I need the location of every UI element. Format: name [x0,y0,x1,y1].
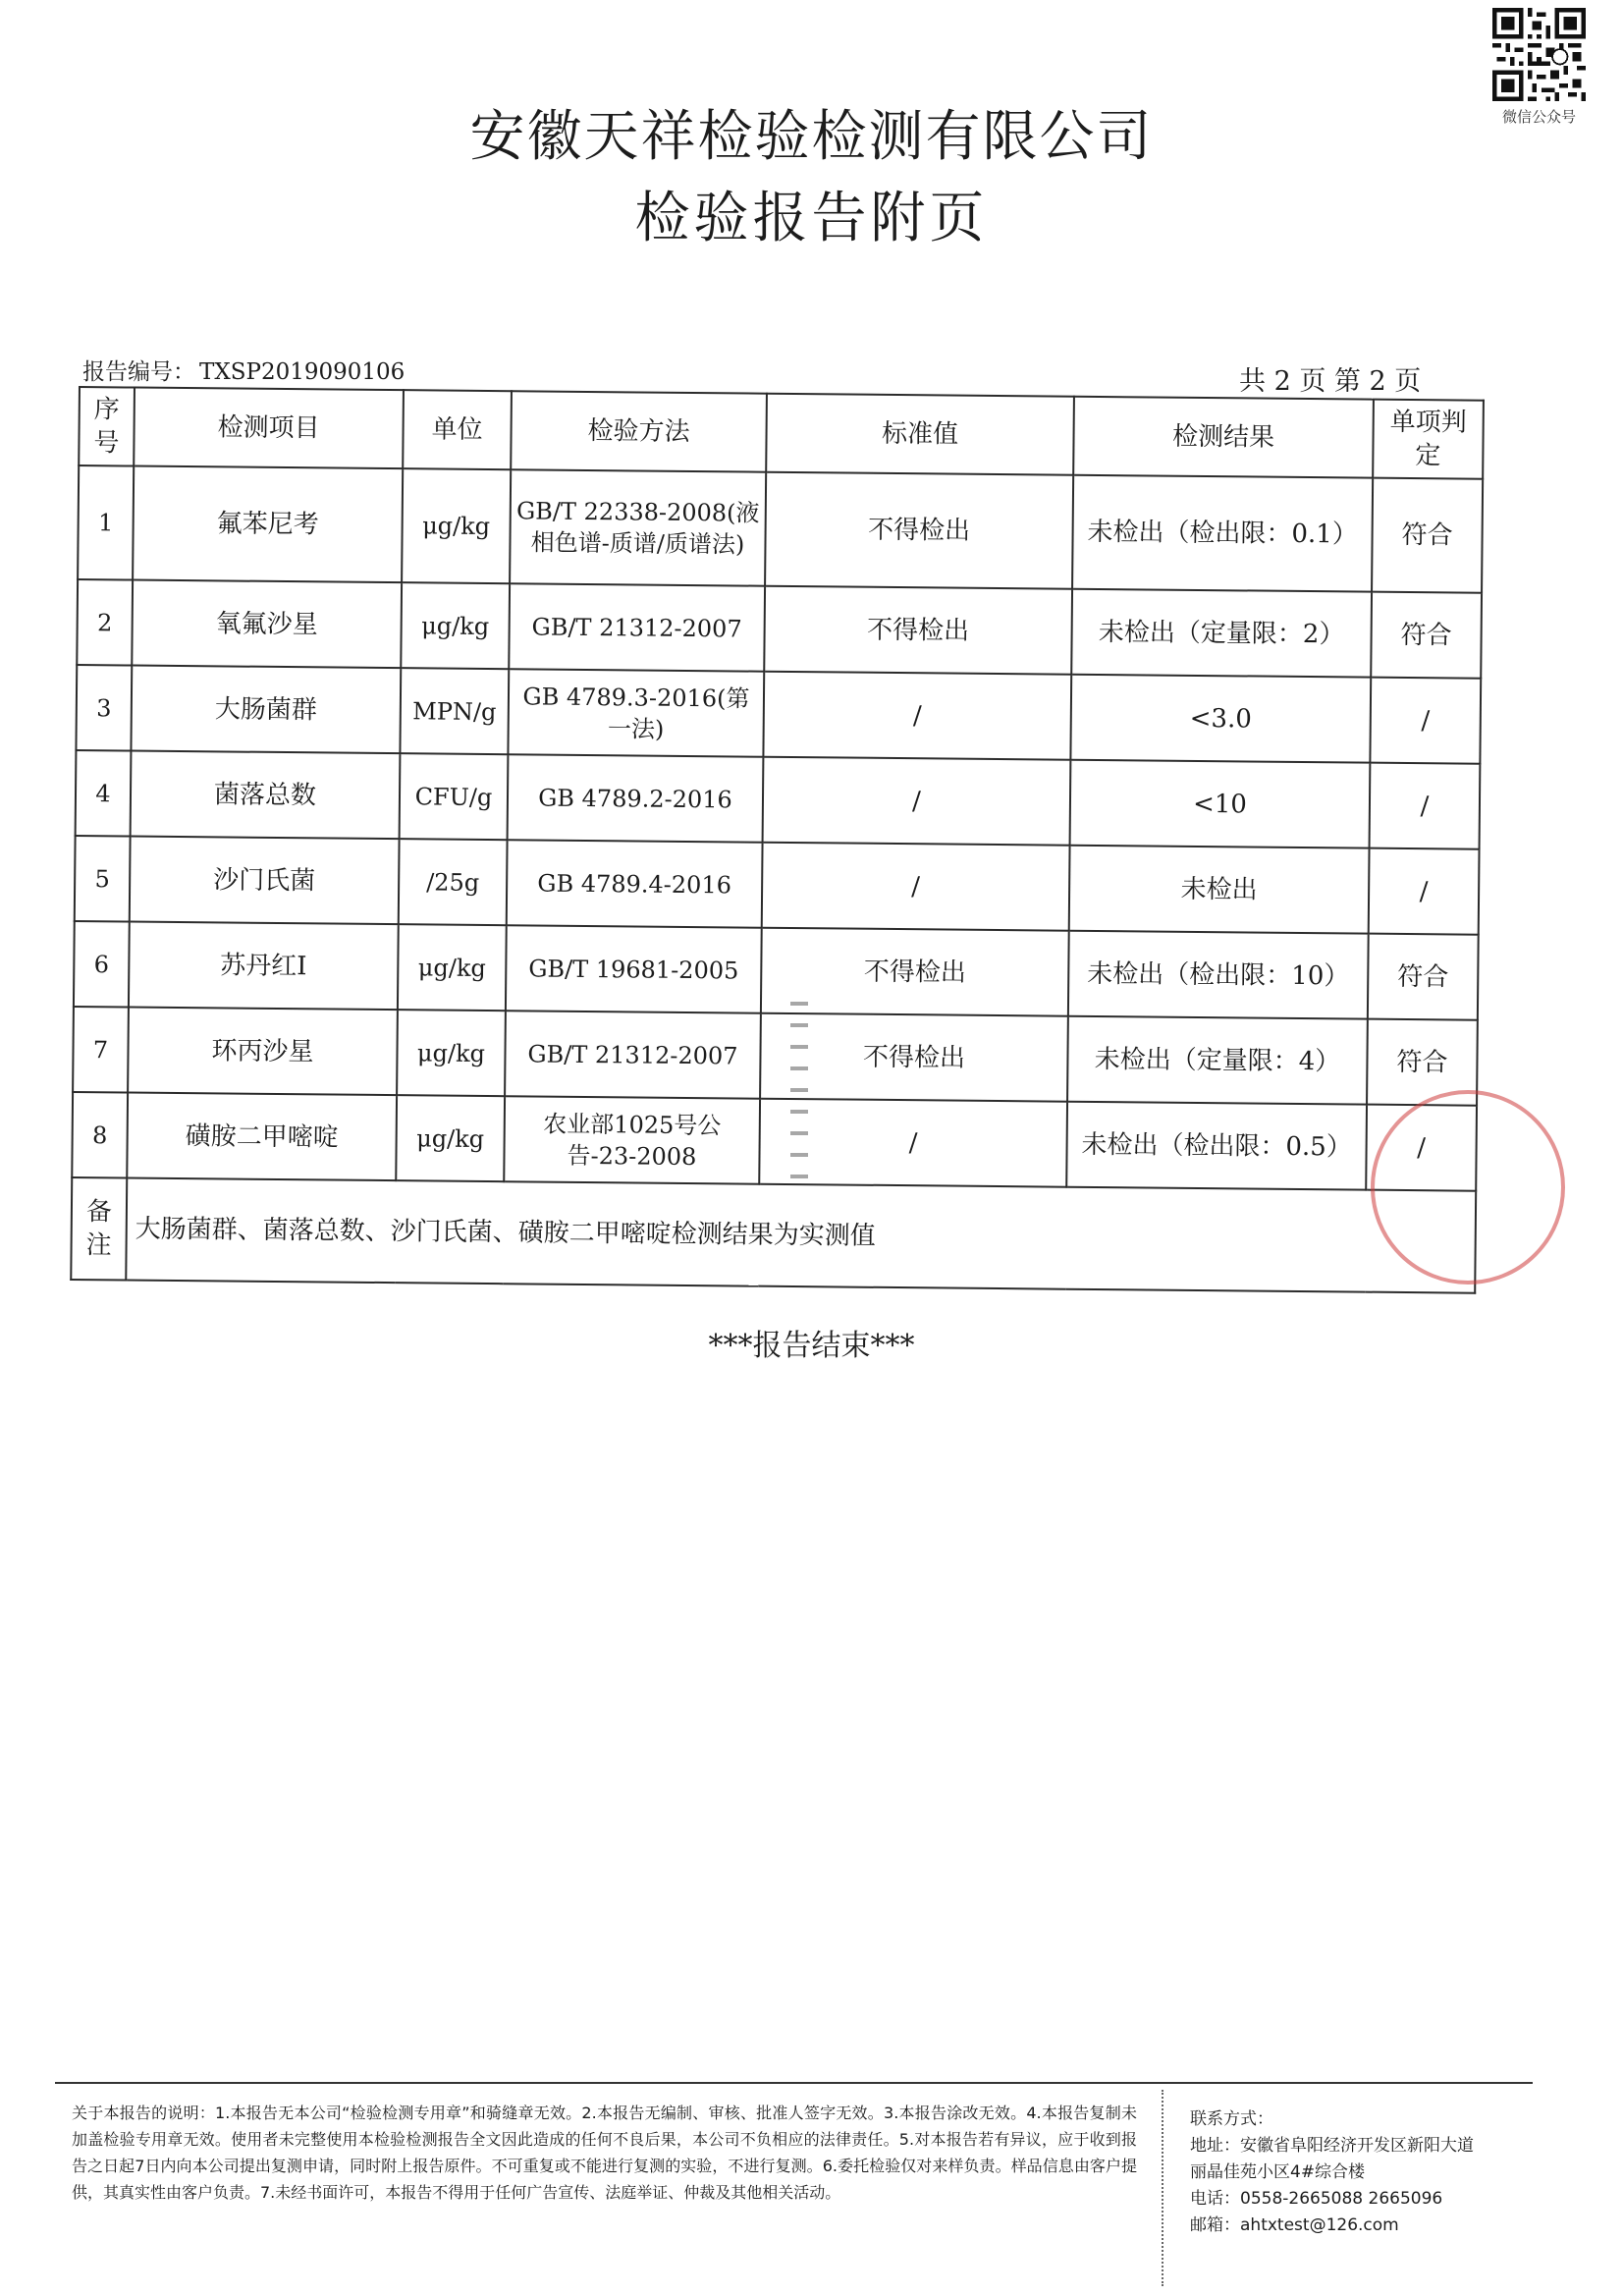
test-method: GB/T 21312-2007 [505,1011,761,1098]
table-row [76,665,1481,764]
qr-caption: 微信公众号 [1501,108,1576,126]
row-number: 6 [74,921,130,1008]
standard-value: 不得检出 [761,928,1069,1016]
test-item: 沙门氏菌 [130,837,400,925]
test-method: GB 4789.2-2016 [508,754,764,842]
notes-row [71,1177,1476,1293]
perforation-seal-mark [790,1002,808,1178]
test-result: 未检出（检出限：0.1） [1072,475,1373,592]
judgment: / [1370,678,1481,764]
table-header-row [79,387,1484,479]
contact-phone: 电话：0558-2665088 2665096 [1190,2189,1443,2209]
test-item: 菌落总数 [131,751,401,840]
table-row [73,1007,1478,1106]
unit: CFU/g [400,753,509,840]
table-row [78,465,1483,593]
column-header: 检测结果 [1073,397,1374,478]
row-number: 2 [77,579,133,666]
column-header: 检测项目 [134,388,404,469]
test-method: 农业部1025号公告-23-2008 [504,1096,760,1183]
test-result: <3.0 [1070,675,1371,763]
judgment: / [1369,848,1480,935]
report-number-label: 报告编号： [82,359,195,385]
judgment: / [1366,1105,1477,1191]
standard-value: / [762,843,1070,931]
results-table [70,386,1485,1294]
row-number: 4 [76,750,132,837]
standard-value: 不得检出 [765,472,1073,589]
unit: /25g [399,839,508,925]
row-number: 7 [73,1007,129,1093]
test-item: 氟苯尼考 [133,466,403,583]
report-disclaimer: 关于本报告的说明：1.本报告无本公司“检验检测专用章”和骑缝章无效。2.本报告无编制、审核、批准人签字无效。3.本报告涂改无效。4.本报告复制未加盖检验专用章无效。使用者未完整使用本检验检测报告全文因此造成的任何不良后果，本公司不负相应的法律责任。5.对本报告若有异议，应于收到报告之日起7日内向本公司提出复测申请，同时附上报告原件。不可重复或不能进行复测的实验，不进行复测。6.委托检验仅对来样负责。样品信息由客户提供，其真实性由客户负责。7.未经书面许可，本报告不得用于任何广告宣传、法庭举证、仲裁及其他相关活动。 [72,2104,1137,2202]
page-count: 共 2 页 第 2 页 [1239,366,1422,397]
test-result: 未检出（检出限：0.5） [1066,1102,1367,1190]
column-header: 序号 [79,387,135,466]
unit: μg/kg [397,1010,506,1096]
notes-text: 大肠菌群、菌落总数、沙门氏菌、磺胺二甲嘧啶检测结果为实测值 [126,1178,1476,1293]
test-item: 苏丹红Ⅰ [129,922,399,1011]
judgment: 符合 [1367,1019,1478,1106]
table-row [77,579,1482,679]
test-method: GB 4789.3-2016(第一法) [508,669,764,756]
column-header: 检验方法 [511,391,767,471]
test-result: <10 [1070,760,1371,848]
test-method: GB 4789.4-2016 [507,840,763,927]
report-end-marker: ***报告结束*** [708,1329,915,1363]
judgment: 符合 [1372,478,1483,593]
unit: MPN/g [400,668,509,754]
column-header: 单位 [403,390,512,469]
contact-address-line2: 丽晶佳苑小区4#综合楼 [1190,2162,1366,2182]
standard-value: / [759,1099,1067,1187]
company-seal-stamp [1371,1090,1565,1285]
contact-email: 邮箱：ahtxtest@126.com [1190,2215,1399,2235]
standard-value: / [763,672,1071,760]
standard-value: 不得检出 [764,586,1072,675]
test-item: 氧氟沙星 [132,580,402,669]
table-row [75,836,1480,935]
company-name: 安徽天祥检验检测有限公司 [469,105,1154,169]
footer-column-divider [1162,2090,1163,2286]
column-header: 单项判定 [1373,400,1484,479]
row-number: 1 [78,465,134,580]
contact-info [1190,2106,1543,2239]
row-number: 5 [75,836,131,922]
footer-divider-line [55,2082,1533,2084]
test-method: GB/T 21312-2007 [509,583,765,671]
row-number: 3 [76,665,132,751]
document-title: 检验报告附页 [634,187,989,250]
judgment: / [1370,763,1481,849]
standard-value: / [763,757,1071,846]
table-row [72,1092,1477,1191]
contact-address-line1: 地址：安徽省阜阳经济开发区新阳大道 [1190,2136,1474,2156]
standard-value: 不得检出 [760,1013,1068,1102]
test-result: 未检出（定量限：4） [1067,1016,1368,1105]
unit: μg/kg [396,1095,505,1181]
qr-code-icon [1492,8,1586,101]
test-result: 未检出 [1069,846,1370,934]
test-item: 磺胺二甲嘧啶 [127,1093,397,1181]
test-method: GB/T 22338-2008(液相色谱-质谱/质谱法) [510,469,766,585]
table-row [76,750,1481,849]
test-item: 大肠菌群 [131,666,401,754]
notes-label: 备注 [71,1177,127,1281]
test-result: 未检出（检出限：10） [1068,931,1369,1019]
row-number: 8 [72,1092,128,1178]
report-number [82,354,405,386]
unit: μg/kg [398,924,507,1011]
judgment: 符合 [1368,934,1479,1020]
contact-title: 联系方式： [1190,2109,1273,2129]
report-number-value: TXSP2019090106 [199,359,406,385]
judgment: 符合 [1371,592,1482,679]
unit: μg/kg [401,582,510,669]
table-row [74,921,1479,1020]
unit: μg/kg [402,468,511,583]
column-header: 标准值 [766,394,1074,475]
test-method: GB/T 19681-2005 [506,925,762,1012]
test-item: 环丙沙星 [128,1008,398,1096]
test-result: 未检出（定量限：2） [1071,589,1372,678]
